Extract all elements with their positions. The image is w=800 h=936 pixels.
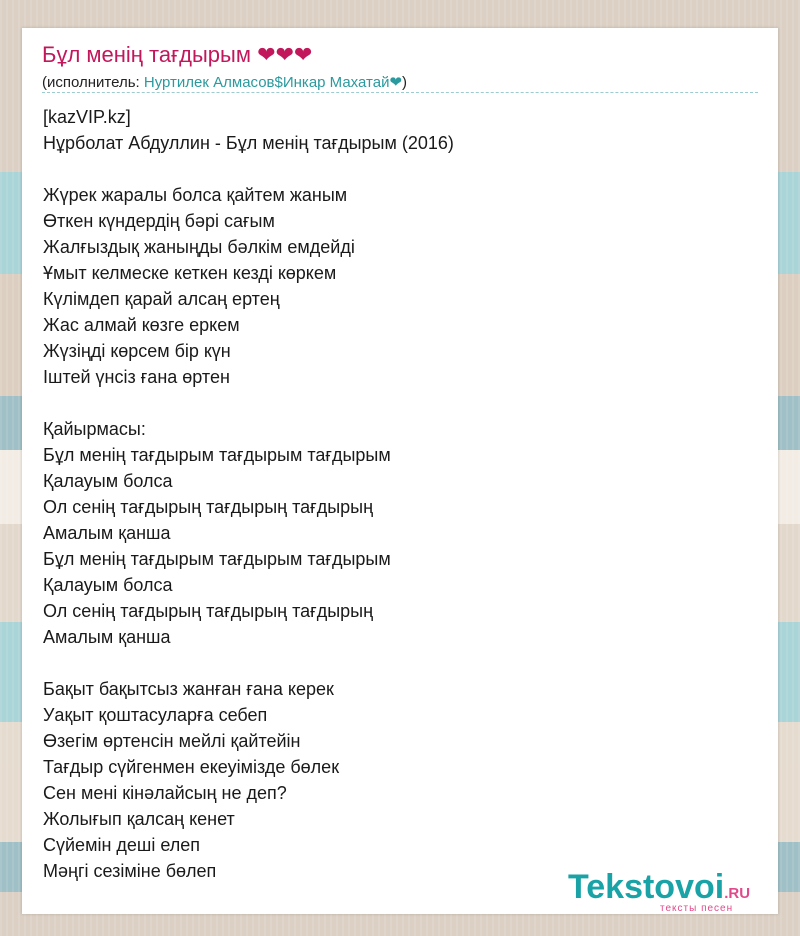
lyric-line: Күлімдеп қарай алсаң ертең bbox=[43, 289, 280, 309]
lyric-line: Ол сенің тағдырың тағдырың тағдырың bbox=[43, 497, 374, 517]
lyric-line: Қайырмасы: bbox=[43, 419, 146, 439]
lyric-line: [kazVIP.kz] bbox=[43, 107, 131, 127]
artist-prefix: (исполнитель: bbox=[42, 74, 144, 91]
lyric-line: Ол сенің тағдырың тағдырың тағдырың bbox=[43, 601, 374, 621]
lyric-line: Жүзіңді көрсем бір күн bbox=[43, 341, 231, 361]
lyric-blank-line bbox=[43, 390, 454, 416]
logo-tagline: тексты песен bbox=[660, 903, 734, 914]
logo-domain-suffix: .RU bbox=[724, 885, 751, 902]
lyric-line: Уақыт қоштасуларға себеп bbox=[43, 705, 268, 725]
logo-main-text: Tekstovoi bbox=[568, 868, 725, 906]
site-logo[interactable] bbox=[568, 868, 778, 916]
lyric-line: Амалым қанша bbox=[43, 627, 171, 647]
lyric-line: Өткен күндердің бәрі сағым bbox=[43, 211, 275, 231]
artist-suffix: ) bbox=[402, 74, 408, 91]
lyric-line: Қалауым болса bbox=[43, 575, 173, 595]
logo-wordmark bbox=[568, 868, 750, 907]
song-title: Бұл менің тағдырым ❤❤❤ bbox=[42, 42, 313, 67]
lyric-line: Нұрболат Абдуллин - Бұл менің тағдырым (2016) bbox=[43, 133, 454, 153]
lyric-line: Тағдыр сүйгенмен екеуімізде бөлек bbox=[43, 757, 340, 777]
lyric-line: Амалым қанша bbox=[43, 523, 171, 543]
lyric-line: Жалғыздық жаныңды бәлкім емдейді bbox=[43, 237, 355, 257]
lyric-line: Ұмыт келмеске кеткен кезді көркем bbox=[43, 263, 337, 283]
lyric-line: Жолығып қалсаң кенет bbox=[43, 809, 235, 829]
lyrics-card bbox=[22, 28, 778, 914]
lyric-blank-line bbox=[43, 156, 454, 182]
artist-link[interactable]: Нуртилек Алмасов$Инкар Махатай❤ bbox=[143, 74, 403, 91]
lyric-line: Қалауым болса bbox=[43, 471, 173, 491]
header-divider bbox=[42, 92, 758, 93]
lyrics-text bbox=[43, 104, 454, 884]
artist-line bbox=[42, 73, 407, 91]
lyric-line: Өзегім өртенсін мейлі қайтейін bbox=[43, 731, 301, 751]
lyric-line: Жас алмай көзге еркем bbox=[43, 315, 240, 335]
lyric-line: Іштей үнсіз ғана өртен bbox=[43, 367, 230, 387]
lyric-blank-line bbox=[43, 650, 454, 676]
lyric-line: Бақыт бақытсыз жанған ғана керек bbox=[43, 679, 334, 699]
lyric-line: Жүрек жаралы болса қайтем жаным bbox=[43, 185, 348, 205]
lyric-line: Сен мені кінәлайсың не деп? bbox=[43, 783, 287, 803]
lyric-line: Сүйемін деші елеп bbox=[43, 835, 201, 855]
lyric-line: Мәңгі сезіміне бөлеп bbox=[43, 861, 217, 881]
lyric-line: Бұл менің тағдырым тағдырым тағдырым bbox=[43, 445, 391, 465]
lyric-line: Бұл менің тағдырым тағдырым тағдырым bbox=[43, 549, 391, 569]
